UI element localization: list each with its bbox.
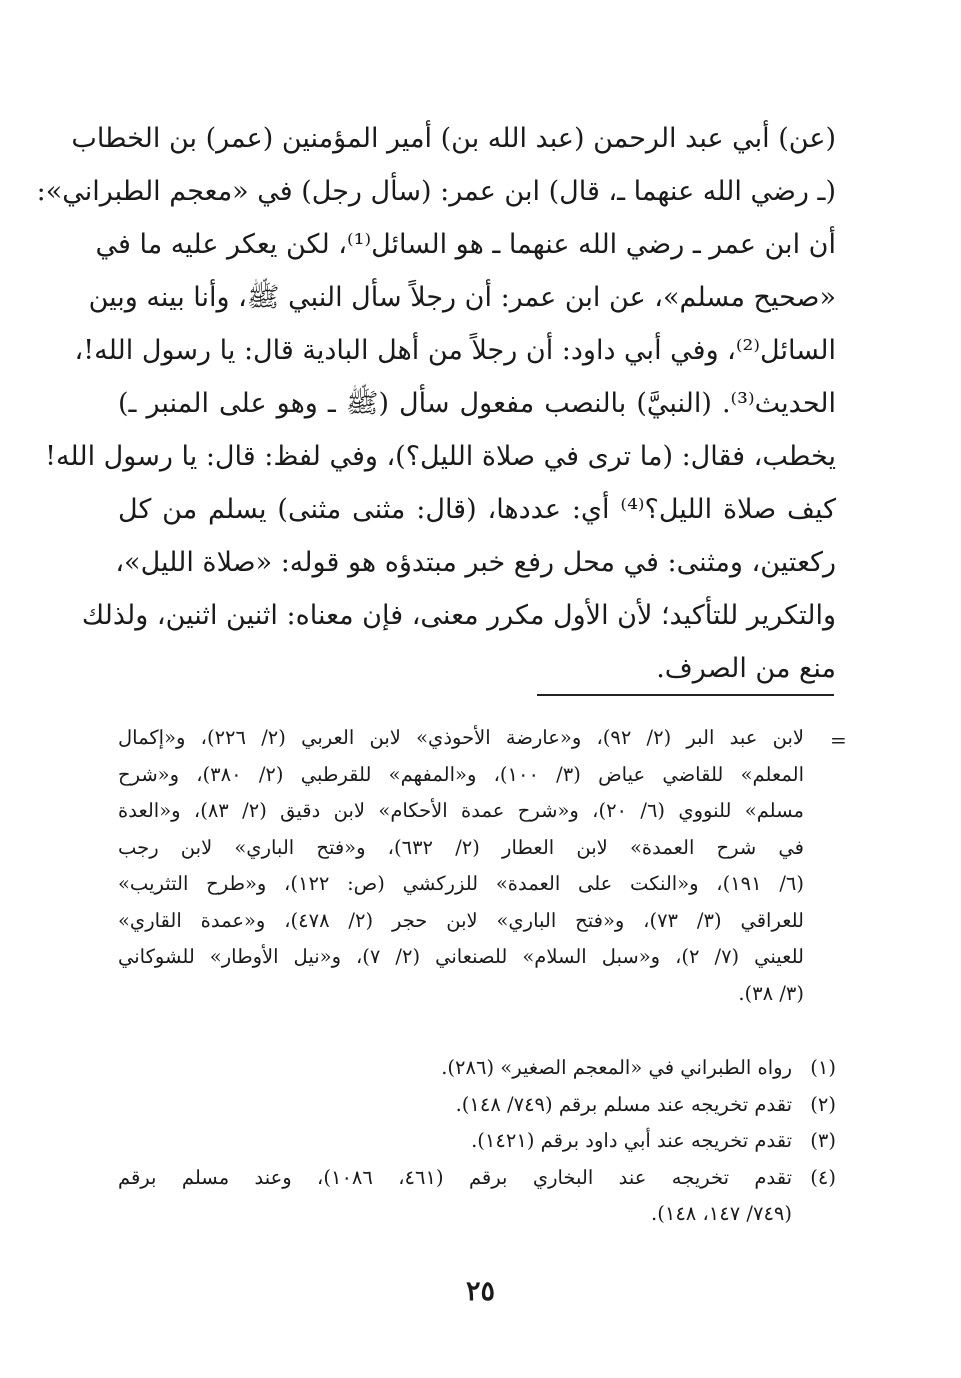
footnote-line: (٦/ ١٩١)، و«النكت على العمدة» للزركشي (ص: ١٢٢)، و«طرح التثريب» [118,872,804,895]
main-text-line: أن ابن عمر ـ رضي الله عنهما ـ هو السائل⁽¹⁾، لكن يعكر عليه ما في [95,229,836,260]
footnote-line: مسلم» للنووي (٦/ ٢٠)، و«شرح عمدة الأحكام» لابن دقيق (٢/ ٨٣)، و«العدة [118,799,804,822]
main-text-line: الحديث⁽³⁾. (النبيَّ) بالنصب مفعول سأل (ﷺ ـ وهو على المنبر ـ) [118,388,836,419]
footnote-2 [118,1087,836,1124]
main-text-line: «صحيح مسلم»، عن ابن عمر: أن رجلاً سأل النبي ﷺ، وأنا بينه وبين [88,282,836,313]
footnote-number: (٢) [810,1092,836,1116]
page-number: ٢٥ [465,1276,495,1307]
main-text-line: (عن) أبي عبد الرحمن (عبد الله بن) أمير المؤمنين (عمر) بن الخطاب [71,123,836,154]
footnote-line: المعلم» للقاضي عياض (٣/ ١٠٠)، و«المفهم» للقرطبي (٢/ ٣٨٠)، و«شرح [118,762,804,786]
footnote-line: (٧٤٩/ ١٤٧، ١٤٨). [651,1202,792,1225]
main-text-line: ركعتين، ومثنى: في محل رفع خبر مبتدؤه هو قوله: «صلاة الليل»، [115,547,836,578]
footnote-1 [118,1050,836,1087]
footnote-line: تقدم تخريجه عند البخاري برقم (٤٦١، ١٠٨٦)، وعند مسلم برقم [118,1165,792,1189]
footnote-line: في شرح العمدة» لابن العطار (٢/ ٦٣٢)، و«فتح الباري» لابن رجب [118,835,804,859]
main-text-line: منع من الصرف. [656,653,836,684]
main-text-line: والتكرير للتأكيد؛ لأن الأول مكرر معنى، فإن معناه: اثنين اثنين، ولذلك [81,600,836,631]
footnote-line: لابن عبد البر (٢/ ٩٢)، و«عارضة الأحوذي» لابن العربي (٢/ ٢٢٦)، و«إكمال [118,726,805,749]
footnote-continuation-mark: = [830,728,847,752]
footnote-line: تقدم تخريجه عند مسلم برقم (٧٤٩/ ١٤٨). [455,1092,792,1116]
footnote-separator [537,694,834,696]
main-text-line: يخطب، فقال: (ما ترى في صلاة الليل؟)، وفي لفظ: قال: يا رسول الله! [45,441,836,472]
footnote-4 [118,1160,836,1233]
footnote-number: (٤) [810,1165,836,1189]
main-text-line: (ـ رضي الله عنهما ـ، قال) ابن عمر: (سأل رجل) في «معجم الطبراني»: [36,176,836,207]
footnote-continuation [118,720,804,1012]
footnotes-list [118,1050,836,1233]
footnote-number: (١) [810,1056,836,1079]
main-text-line: كيف صلاة الليل؟⁽⁴⁾ أي: عددها، (قال: مثنى مثنى) يسلم من كل [118,494,836,525]
footnote-line: (٣/ ٣٨). [738,981,804,1005]
footnote-line: للعراقي (٣/ ٧٣)، و«فتح الباري» لابن حجر (٢/ ٤٧٨)، و«عمدة القاري» [118,908,805,932]
footnote-number: (٣) [810,1129,836,1152]
footnote-3 [118,1123,836,1160]
main-text-block [36,112,836,695]
main-text-line: السائل⁽²⁾، وفي أبي داود: أن رجلاً من أهل البادية قال: يا رسول الله!، [74,335,836,366]
footnote-line: تقدم تخريجه عند أبي داود برقم (١٤٢١). [471,1129,792,1152]
footnote-line: رواه الطبراني في «المعجم الصغير» (٢٨٦). [441,1056,792,1079]
footnote-line: للعيني (٧/ ٢)، و«سبل السلام» للصنعاني (٢/ ٧)، و«نيل الأوطار» للشوكاني [118,945,804,968]
